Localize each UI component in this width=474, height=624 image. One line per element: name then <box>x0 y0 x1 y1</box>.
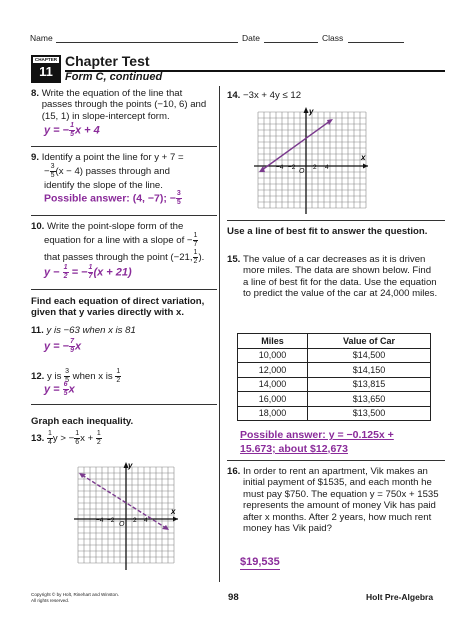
graph-13-x-arrow <box>173 517 178 522</box>
problem-14: 14. −3x + 4y ≤ 12 <box>227 90 302 101</box>
table-cell: $14,150 <box>308 363 431 378</box>
divider-9 <box>31 215 217 216</box>
table-cell: $13,650 <box>308 392 431 407</box>
graph-14-tick-neg4: −4 <box>276 164 284 171</box>
chapter-number: 11 <box>39 64 53 79</box>
problem-9: 9. Identify a point the line for y + 7 = − $\frac{3}{5}$ (x − 4) passes through and identify the slope of the line. <box>31 152 184 192</box>
problem-16: 16. In order to rent an apartment, Vik makes an initial payment of $1535, and each month he must pay $750. The equation y = 750x + 1535 represents the amount of money Vik has paid after x months. After 2 years, how much rent money has Vik paid? <box>227 466 439 535</box>
problem-8 <box>31 88 217 122</box>
graph-14-tick-4: 4 <box>325 164 329 171</box>
divider-14 <box>227 220 445 221</box>
table-header-miles: Miles <box>238 334 308 349</box>
table-cell: $13,815 <box>308 377 431 392</box>
car-value-table <box>237 333 431 421</box>
table-row <box>238 348 431 363</box>
graph-14-boundary-line <box>262 121 330 170</box>
direct-variation-heading: Find each equation of direct variation, given that y varies directly with x. <box>31 296 205 319</box>
page-title: Chapter Test <box>65 53 150 69</box>
graph-inequality-heading: Graph each inequality. <box>31 416 134 427</box>
problem-8-number: 8. <box>31 88 40 99</box>
book-title: Holt Pre-Algebra <box>366 592 434 602</box>
graph-14 <box>250 104 372 216</box>
table-cell: 12,000 <box>238 363 308 378</box>
graph-13 <box>70 458 182 574</box>
class-label: Class <box>322 33 344 43</box>
problem-9-answer: Possible answer: (4, −7); − $\frac{3}{5}$ <box>44 190 181 206</box>
problem-10-answer: y − $\frac{1}{2}$ = − $\frac{1}{7}$ (x + 21) <box>44 264 132 280</box>
chapter-badge <box>31 55 61 83</box>
name-label: Name <box>30 33 53 43</box>
date-blank[interactable] <box>264 42 318 43</box>
problem-13: 13. $\frac{1}{4}$ y > − $\frac{1}{6}$ x + $\frac{1}{2}$ <box>31 430 101 446</box>
problem-15: 15. The value of a car decreases as it is driven more miles. The data are shown below. Find a line of best fit for the data. Use the equation to predict the value of the car at 24,000 miles. <box>227 254 438 300</box>
class-blank[interactable] <box>348 42 404 43</box>
problem-8-answer: y = − $\frac{1}{5}$ x + 4 <box>44 122 100 138</box>
problem-12-answer: y = $\frac{6}{5}$ x <box>44 381 75 397</box>
divider-10 <box>31 289 217 290</box>
graph-13-tick-2: 2 <box>133 517 137 524</box>
problem-16-answer: $19,535 <box>240 556 280 568</box>
chapter-word: CHAPTER <box>34 57 58 62</box>
divider-8 <box>31 146 217 147</box>
graph-14-y-arrow <box>304 107 309 113</box>
divider-15 <box>227 460 445 461</box>
problem-10: 10. Write the point-slope form of the equation for a line with a slope of − $\frac{1}{7}$ that passes through the point (−21, $\frac{1}{2}$ ). <box>31 221 205 266</box>
problem-11: 11. y is −63 when x is 81 <box>31 325 136 336</box>
graph-13-tick-neg4: −4 <box>96 517 104 524</box>
copyright: Copyright © by Holt, Rinehart and Winston. All rights reserved. <box>31 592 119 603</box>
graph-14-x-label: x <box>361 153 366 162</box>
graph-13-tick-neg2: −2 <box>107 517 115 524</box>
problem-15-answer: Possible answer: y = −0.125x + 15.673; about $12,673 <box>240 429 394 455</box>
graph-14-origin: O <box>299 168 305 175</box>
table-cell: 16,000 <box>238 392 308 407</box>
table-cell: $13,500 <box>308 406 431 421</box>
graph-13-y-label: y <box>128 461 133 470</box>
problem-11-answer: y = − $\frac{7}{9}$ x <box>44 338 82 354</box>
graph-14-x-arrow <box>363 164 368 169</box>
table-row <box>238 406 431 421</box>
graph-13-x-label: x <box>171 507 176 516</box>
table-cell: 10,000 <box>238 348 308 363</box>
best-fit-heading: Use a line of best fit to answer the question. <box>227 226 428 237</box>
column-divider <box>219 86 220 582</box>
table-header-value: Value of Car <box>308 334 431 349</box>
graph-14-y-label: y <box>309 107 314 116</box>
table-cell: $14,500 <box>308 348 431 363</box>
name-blank[interactable] <box>56 42 238 43</box>
table-cell: 14,000 <box>238 377 308 392</box>
graph-14-tick-neg2: −2 <box>288 164 296 171</box>
table-cell: 18,000 <box>238 406 308 421</box>
divider-12 <box>31 404 217 405</box>
problem-12: 12. y is $\frac{3}{5}$ when x is $\frac{1}{2}$ <box>31 368 121 384</box>
problem-8-text: Write the equation of the line that passes through the points (−10, 6) and (15, 1) in slope-intercept form. <box>41 88 207 122</box>
date-label: Date <box>242 33 260 43</box>
problem-16-answer-underline <box>240 569 280 570</box>
graph-13-origin: O <box>119 521 125 528</box>
table-row <box>238 363 431 378</box>
graph-14-grid <box>258 112 366 208</box>
table-header-row <box>238 334 431 349</box>
graph-13-tick-4: 4 <box>144 517 148 524</box>
table-row <box>238 392 431 407</box>
page-subtitle: Form C, continued <box>65 71 163 83</box>
graph-14-tick-2: 2 <box>313 164 317 171</box>
page-number: 98 <box>228 592 239 603</box>
table-row <box>238 377 431 392</box>
